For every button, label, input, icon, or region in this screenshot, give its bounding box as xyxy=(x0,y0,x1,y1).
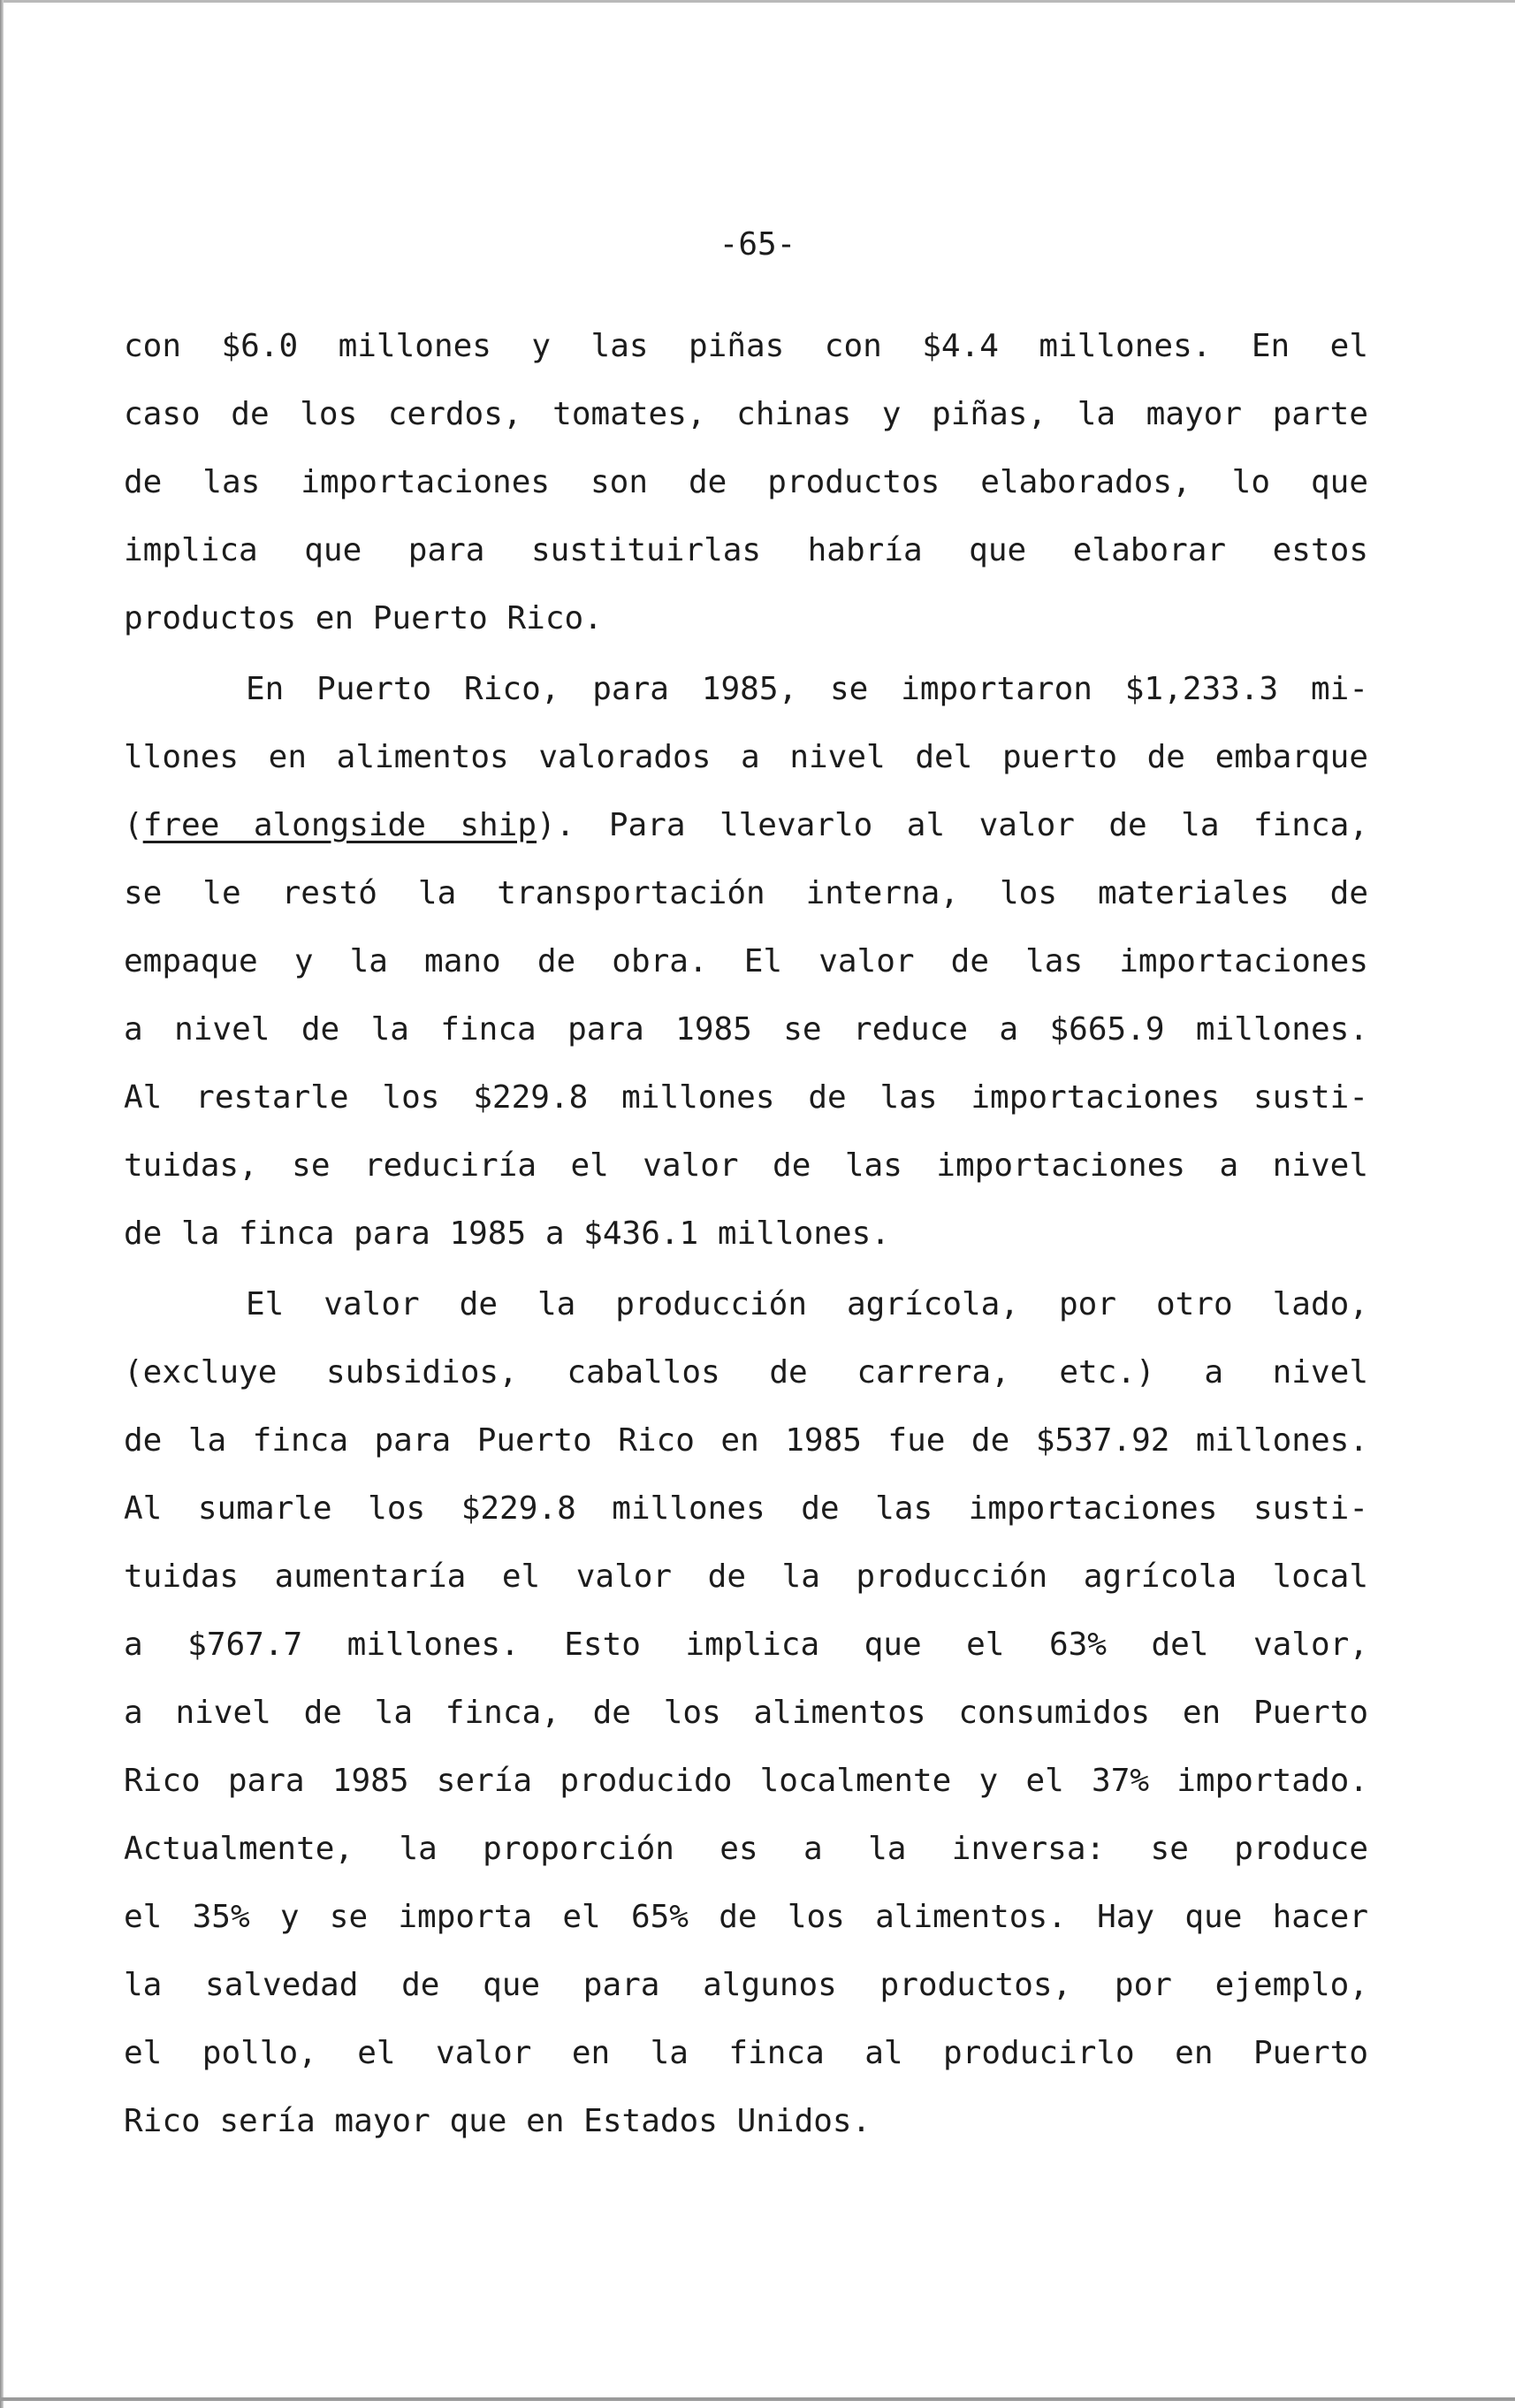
open-paren: ( xyxy=(124,807,143,843)
line-remainder: ). Para llevarlo al valor de la finca, xyxy=(537,807,1368,843)
text-line: de la finca para 1985 a $436.1 millones. xyxy=(124,1215,890,1252)
text-line: productos en Puerto Rico. xyxy=(124,600,603,636)
text-line: el pollo, el valor en la finca al producirlo en Puerto xyxy=(124,2035,1368,2071)
scan-edge-top xyxy=(0,0,1515,3)
underlined-term: free alongside ship xyxy=(142,807,537,843)
text-line: a $767.7 millones. Esto implica que el 63% del valor, xyxy=(124,1627,1368,1663)
text-line: tuidas aumentaría el valor de la producción agrícola local xyxy=(124,1558,1368,1595)
text-line-with-underline xyxy=(124,799,1368,852)
text-line: empaque y la mano de obra. El valor de las importaciones xyxy=(124,943,1368,979)
text-line: a nivel de la finca, de los alimentos consumidos en Puerto xyxy=(124,1695,1368,1731)
text-line: Rico sería mayor que en Estados Unidos. xyxy=(124,2103,872,2139)
text-line: Actualmente, la proporción es a la inversa: se produce xyxy=(124,1831,1368,1867)
text-line: implica que para sustituirlas habría que elaborar estos xyxy=(124,532,1368,568)
text-line: el 35% y se importa el 65% de los alimentos. Hay que hacer xyxy=(124,1899,1368,1935)
scan-edge-left xyxy=(0,0,4,2408)
text-line: tuidas, se reduciría el valor de las importaciones a nivel xyxy=(124,1147,1368,1184)
scan-edge-bottom xyxy=(0,2397,1515,2401)
text-line: a nivel de la finca para 1985 se reduce a $665.9 millones. xyxy=(124,1011,1368,1048)
text-line: llones en alimentos valorados a nivel del puerto de embarque xyxy=(124,739,1368,775)
text-line: de la finca para Puerto Rico en 1985 fue de $537.92 millones. xyxy=(124,1422,1368,1459)
text-line: caso de los cerdos, tomates, chinas y piñas, la mayor parte xyxy=(124,396,1368,432)
text-line: Rico para 1985 sería producido localmente y el 37% importado. xyxy=(124,1763,1368,1799)
text-line: El valor de la producción agrícola, por otro lado, xyxy=(246,1286,1368,1322)
text-line: con $6.0 millones y las piñas con $4.4 millones. En el xyxy=(124,328,1368,364)
page-number: -65- xyxy=(719,226,796,263)
text-line: Al restarle los $229.8 millones de las importaciones susti- xyxy=(124,1079,1368,1116)
text-line: Al sumarle los $229.8 millones de las importaciones susti- xyxy=(124,1490,1368,1527)
text-line: (excluye subsidios, caballos de carrera, etc.) a nivel xyxy=(124,1354,1368,1391)
text-line: la salvedad de que para algunos productos, por ejemplo, xyxy=(124,1967,1368,2003)
text-line: se le restó la transportación interna, los materiales de xyxy=(124,875,1368,911)
text-line: En Puerto Rico, para 1985, se importaron $1,233.3 mi- xyxy=(246,671,1368,707)
text-line: de las importaciones son de productos elaborados, lo que xyxy=(124,464,1368,500)
